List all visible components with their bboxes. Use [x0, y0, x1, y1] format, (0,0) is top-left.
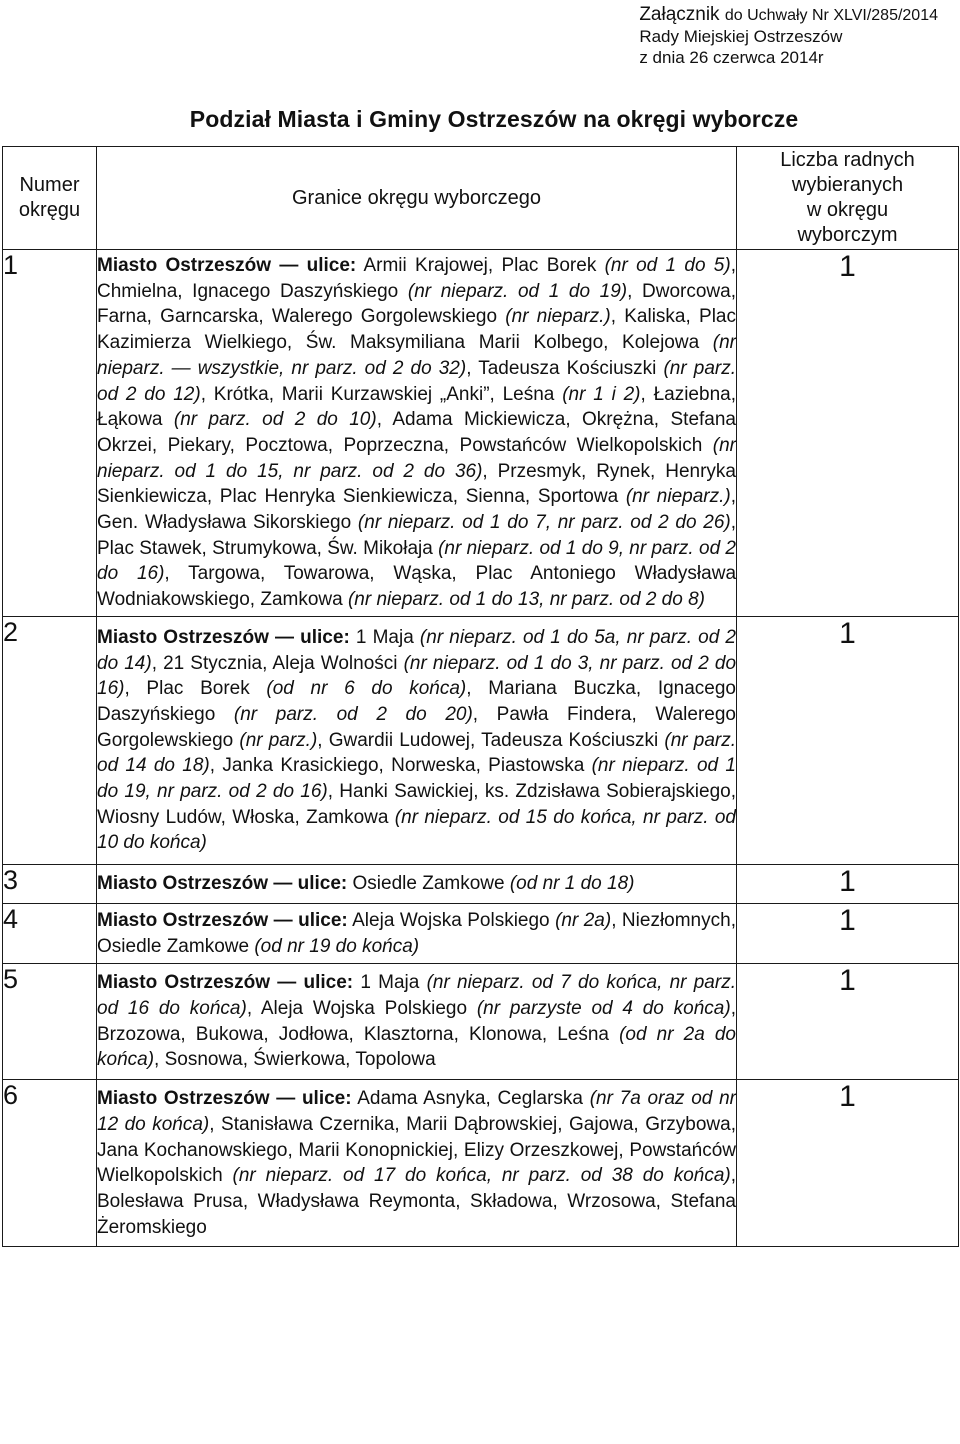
table-header-row — [3, 147, 959, 250]
header-district-number — [3, 147, 97, 250]
district-seats: 1 — [737, 964, 959, 1080]
attachment-label: Załącznik — [639, 4, 720, 25]
district-row — [3, 250, 959, 617]
district-lead: Miasto Ostrzeszów — ulice: — [97, 873, 348, 895]
district-boundaries — [97, 964, 737, 1080]
district-row — [3, 616, 959, 864]
district-lead: Miasto Ostrzeszów — ulice: — [97, 1088, 352, 1110]
district-seats: 1 — [737, 1080, 959, 1247]
district-number: 4 — [3, 903, 97, 963]
district-number: 6 — [3, 1080, 97, 1247]
header-seats-line-3: w okręgu — [806, 199, 889, 221]
district-row — [3, 865, 959, 904]
attachment-line-3: z dnia 26 czerwca 2014r — [639, 48, 824, 67]
district-number: 5 — [3, 964, 97, 1080]
district-lead: Miasto Ostrzeszów — ulice: — [97, 255, 357, 276]
district-streets: 1 Maja (nr nieparz. od 7 do końca, nr parz. od 16 do końca), Aleja Wojska Polskiego (nr parzyste od 4 do końca), Brzozowa, Bukowa, Jodłowa, Klasztorna, Klonowa, Leśna (od nr 2a do końca), Sosnowa, Świerkowa, Topolowa — [97, 972, 736, 1071]
district-number: 2 — [3, 616, 97, 864]
header-seats-line-2: wybieranych — [791, 174, 904, 196]
district-seats: 1 — [737, 865, 959, 904]
header-boundaries: Granice okręgu wyborczego — [97, 147, 737, 250]
district-boundaries — [97, 250, 737, 617]
header-seats — [737, 147, 959, 250]
district-streets: 1 Maja (nr nieparz. od 1 do 5a, nr parz. od 2 do 14), 21 Stycznia, Aleja Wolności (nr nieparz. od 1 do 3, nr parz. od 2 do 16), Plac Borek (od nr 6 do końca), Mariana Buczka, Ignacego Daszyńskiego (nr parz. od 2 do 20), Pawła Findera, Walerego Gorgolewskiego (nr parz.), Gwardii Ludowej, Tadeusza Kościuszki (nr parz. od 14 do 18), Janka Krasickiego, Norweska, Piastowska (nr nieparz. od 1 do 19, nr parz. od 2 do 16), Hanki Sawickiej, ks. Zdzisława Sobierajskiego, Wiosny Ludów, Włoska, Zamkowa (nr nieparz. od 15 do końca, nr parz. od 10 do końca) — [97, 626, 737, 854]
header-seats-line-4: wyborczym — [797, 224, 898, 246]
district-boundaries — [97, 903, 737, 963]
district-lead: Miasto Ostrzeszów — ulice: — [97, 972, 354, 994]
district-boundaries — [97, 865, 737, 904]
district-boundaries — [97, 1080, 737, 1247]
district-streets: Aleja Wojska Polskiego (nr 2a), Niezłomnych, Osiedle Zamkowe (od nr 19 do końca) — [97, 909, 736, 957]
district-boundaries — [97, 616, 737, 864]
district-seats: 1 — [737, 903, 959, 963]
header-seats-line-1: Liczba radnych — [780, 149, 915, 171]
district-row — [3, 903, 959, 963]
page-title: Podział Miasta i Gminy Ostrzeszów na okręgi wyborcze — [189, 106, 799, 132]
district-rows — [3, 250, 959, 1247]
resolution-number: do Uchwały Nr XLVI/285/2014 — [724, 7, 938, 24]
district-row — [3, 1080, 959, 1247]
header-number-line-1: Numer — [19, 174, 80, 196]
district-streets: Osiedle Zamkowe (od nr 1 do 18) — [347, 873, 635, 895]
district-row — [3, 964, 959, 1080]
district-lead: Miasto Ostrzeszów — ulice: — [97, 909, 348, 931]
header-number-line-2: okręgu — [18, 199, 81, 221]
district-streets: Adama Asnyka, Ceglarska (nr 7a oraz od nr 12 do końca), Stanisława Czernika, Marii Dąbrowskiej, Gajowa, Grzybowa, Jana Kochanowskiego, Marii Konopnickiej, Elizy Orzeszkowej, Powstańców Wielkopolskich (nr nieparz. od 17 do końca, nr parz. od 38 do końca), Bolesława Prusa, Władysława Reymonta, Składowa, Wrzosowa, Stefana Żeromskiego — [97, 1088, 736, 1238]
district-lead: Miasto Ostrzeszów — ulice: — [97, 626, 350, 648]
district-number: 3 — [3, 865, 97, 904]
attachment-line-1 — [639, 4, 938, 26]
district-number: 1 — [3, 250, 97, 617]
attachment-line-2: Rady Miejskiej Ostrzeszów — [639, 27, 843, 46]
district-streets: Armii Krajowej, Plac Borek (nr od 1 do 5), Chmielna, Ignacego Daszyńskiego (nr nieparz. od 1 do 19), Dworcowa, Farna, Garncarska, Walerego Gorgolewskiego (nr nieparz.), Kaliska, Plac Kazimierza Wielkiego, Św. Maksymiliana Marii Kolbego, Kolejowa (nr nieparz. — wszystkie, nr parz. od 2 do 32), Tadeusza Kościuszki (nr parz. od 2 do 12), Krótka, Marii Kurzawskiej „Anki”, Leśna (nr 1 i 2), Łaziebna, Łąkowa (nr parz. od 2 do 10), Adama Mickiewicza, Okrężna, Stefana Okrzei, Piekary, Pocztowa, Poprzeczna, Powstańców Wielkopolskich (nr nieparz. od 1 do 15, nr parz. od 2 do 36), Przesmyk, Rynek, Henryka Sienkiewicza, Plac Henryka Sienkiewicza, Sienna, Sportowa (nr nieparz.), Gen. Władysława Sikorskiego (nr nieparz. od 1 do 7, nr parz. od 2 do 26), Plac Stawek, Strumykowa, Św. Mikołaja (nr nieparz. od 1 do 9, nr parz. od 2 do 16), Targowa, Towarowa, Wąska, Plac Antoniego Władysława Wodniakowskiego, Zamkowa (nr nieparz. od 1 do 13, nr parz. od 2 do 8) — [97, 255, 737, 611]
attachment-header — [639, 4, 938, 68]
district-seats: 1 — [737, 616, 959, 864]
district-seats: 1 — [737, 250, 959, 617]
districts-table — [2, 146, 959, 1247]
